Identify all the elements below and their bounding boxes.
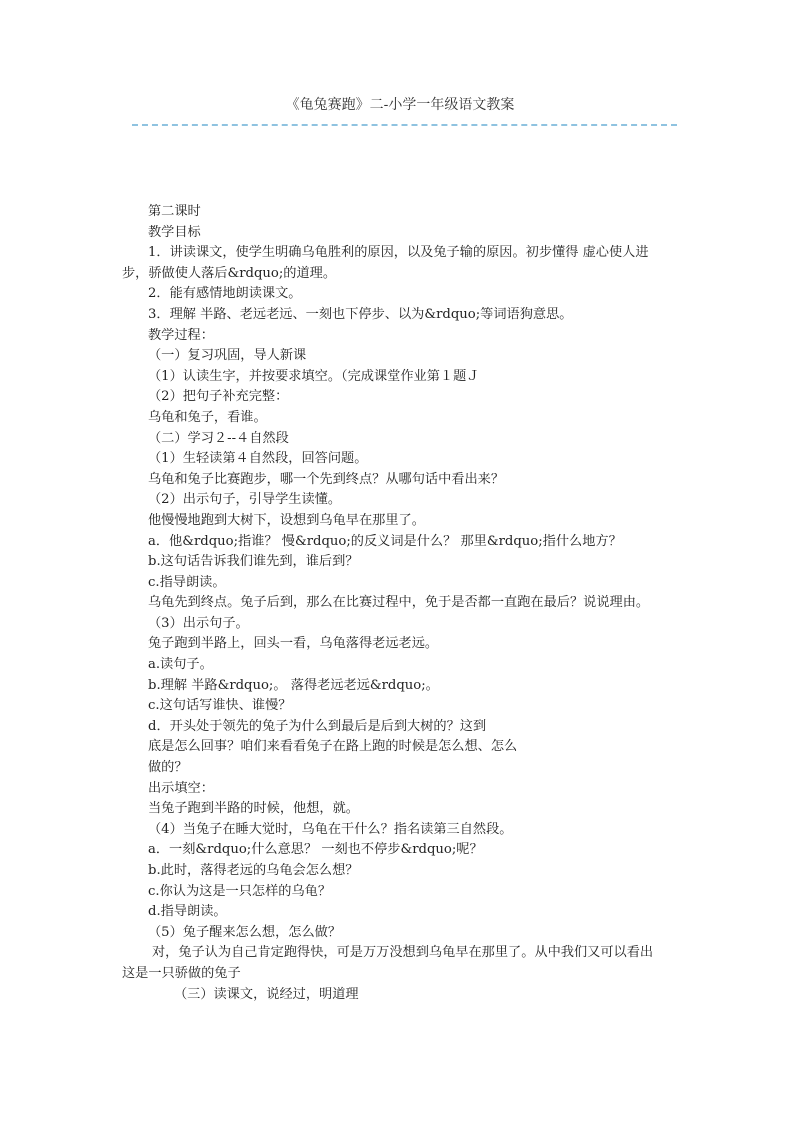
text-line: c.你认为这是一只怎样的乌龟？ bbox=[148, 883, 332, 899]
text-line: 乌龟和兔子，看谁。 bbox=[148, 409, 267, 425]
text-line: 教学过程： bbox=[148, 327, 214, 343]
text-line: c.指导朗读。 bbox=[148, 574, 226, 590]
text-line: （2）出示句子，引导学生读懂。 bbox=[148, 492, 342, 508]
text-line: b.此时，落得老远的乌龟会怎么想？ bbox=[148, 863, 359, 878]
text-line: （1）生轻读第４自然段，回答问题。 bbox=[148, 451, 368, 467]
text-line: d．开头处于领先的兔子为什么到最后是后到大树的？这到 bbox=[148, 718, 487, 734]
text-line: （4）当兔子在睡大觉时，乌龟在干什么？指名读第三自然段。 bbox=[148, 821, 513, 837]
text-line: （二）学习２--４自然段 bbox=[148, 430, 289, 446]
text-line: 第二课时 bbox=[148, 204, 201, 219]
text-line: （3）出示句子。 bbox=[148, 615, 249, 631]
text-line: a.读句子。 bbox=[148, 657, 213, 673]
text-line: 他慢慢地跑到大树下，设想到乌龟早在那里了。 bbox=[148, 512, 425, 528]
document-title: 《龟兔赛跑》二-小学一年级语文教案 bbox=[285, 97, 515, 113]
title-divider bbox=[132, 124, 677, 126]
text-line: 步，骄做使人落后&rdquo;的道理。 bbox=[122, 265, 337, 281]
text-line: 出示填空： bbox=[148, 780, 214, 796]
text-line: c.这句话写谁快、谁慢？ bbox=[148, 698, 292, 714]
text-line: a．一刻&rdquo;什么意思？ 一刻也不停步&rdquo;呢？ bbox=[148, 842, 483, 858]
text-line: 对，兔子认为自己肯定跑得快，可是万万没想到乌龟早在那里了。从中我们又可以看出 bbox=[152, 945, 654, 961]
text-line: 1．讲读课文，使学生明确乌龟胜利的原因，以及兔子输的原因。初步懂得 虚心使人进 bbox=[148, 245, 649, 261]
text-line: 当兔子跑到半路的时候，他想，就。 bbox=[148, 801, 359, 817]
text-line: b.这句话告诉我们谁先到，谁后到？ bbox=[148, 554, 359, 570]
text-line: 底是怎么回事？咱们来看看兔子在路上跑的时候是怎么想、怎么 bbox=[148, 739, 518, 755]
text-line: 3．理解 半路、老远老远、一刻也下停步、以为&rdquo;等词语狗意思。 bbox=[148, 306, 573, 322]
text-line: d.指导朗读。 bbox=[148, 904, 227, 920]
text-line: 2．能有感情地朗读课文。 bbox=[148, 286, 302, 302]
text-line: b.理解 半路&rdquo;。 落得老远老远&rdquo;。 bbox=[148, 677, 439, 693]
text-line: （2）把句子补充完整： bbox=[148, 389, 289, 405]
text-line: a．他&rdquo;指谁？ 慢&rdquo;的反义词是什么？ 那里&rdquo;指什么地方？ bbox=[148, 533, 622, 549]
text-line: 教学目标 bbox=[148, 224, 201, 240]
text-line: （1）认读生字，并按要求填空。（完成课堂作业第１题Ｊ bbox=[148, 368, 480, 384]
text-line: 乌龟和兔子比赛跑步，哪一个先到终点？从哪句话中看出来？ bbox=[148, 471, 505, 487]
text-line: （一）复习巩固，导人新课 bbox=[148, 348, 307, 364]
text-line: （三）读课文，说经过，明道理 bbox=[174, 986, 359, 1002]
text-line: 乌龟先到终点。兔子后到，那么在比赛过程中，免于是否都一直跑在最后？说说理由。 bbox=[148, 595, 650, 611]
document-body bbox=[122, 202, 692, 1005]
text-line: 兔子跑到半路上，回头一看，乌龟落得老远老远。 bbox=[148, 636, 439, 652]
text-line: 这是一只骄做的兔子 bbox=[122, 965, 241, 981]
text-line: 做的？ bbox=[148, 760, 188, 776]
text-line: （5）兔子醒来怎么想，怎么做？ bbox=[148, 924, 342, 940]
